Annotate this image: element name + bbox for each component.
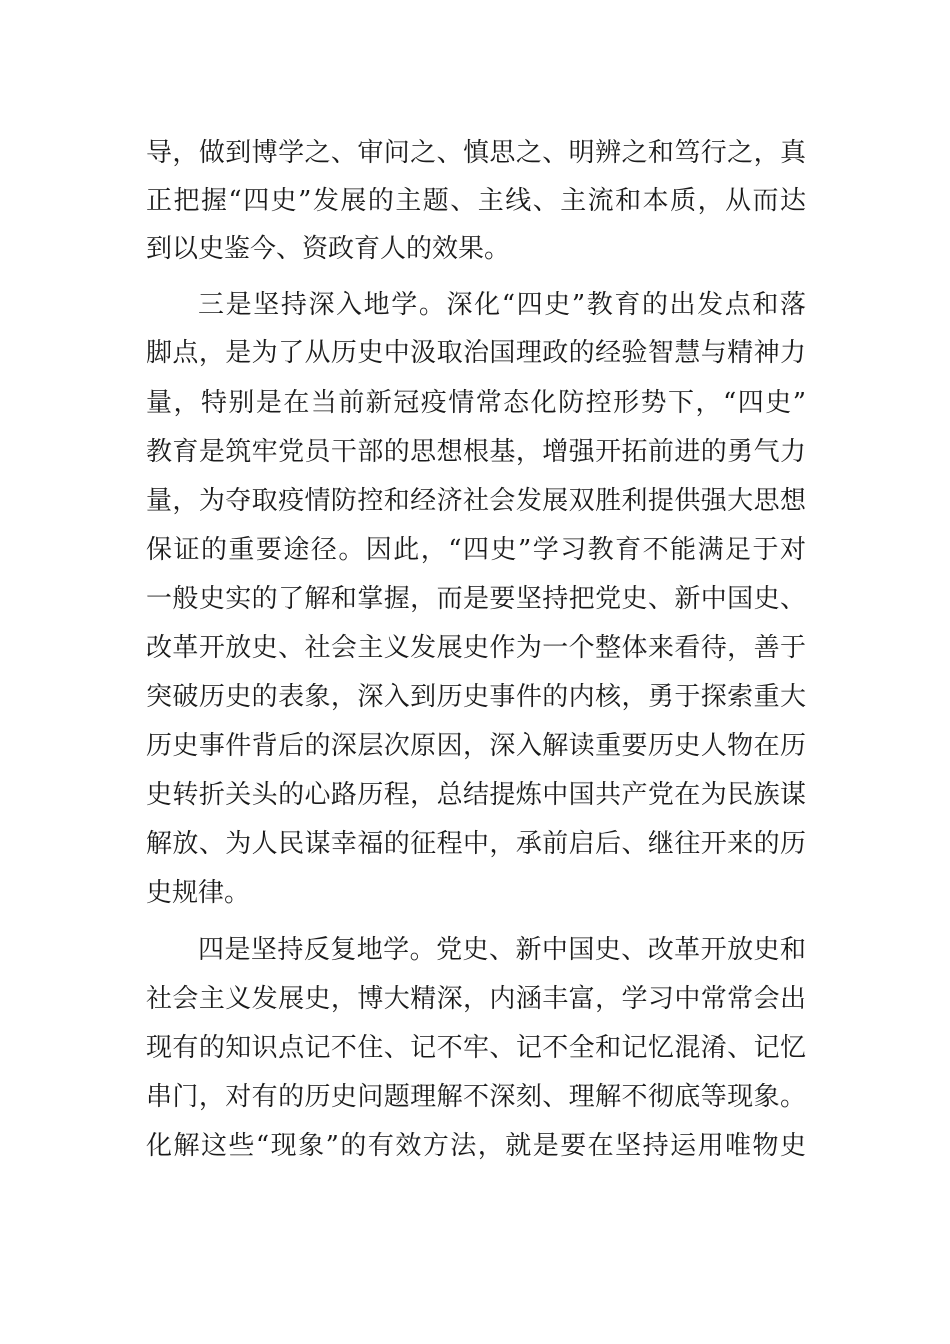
text-line: 一般史实的了解和掌握，而是要坚持把党史、新中国史、 <box>146 584 806 614</box>
text-line: 量，特别是在当前新冠疫情常态化防控形势下，“四史” <box>146 388 806 418</box>
text-line: 社会主义发展史，博大精深，内涵丰富，学习中常常会出 <box>146 984 806 1014</box>
text-line: 史转折关头的心路历程，总结提炼中国共产党在为民族谋 <box>146 780 806 810</box>
text-line: 解放、为人民谋幸福的征程中，承前启后、继往开来的历 <box>146 829 806 859</box>
text-line: 史规律。 <box>146 878 251 908</box>
text-line: 教育是筑牢党员干部的思想根基，增强开拓前进的勇气力 <box>146 437 806 467</box>
text-line: 导，做到博学之、审问之、慎思之、明辨之和笃行之，真 <box>146 138 806 168</box>
text-line: 突破历史的表象，深入到历史事件的内核，勇于探索重大 <box>146 682 806 712</box>
text-line: 量，为夺取疫情防控和经济社会发展双胜利提供强大思想 <box>146 486 806 516</box>
text-line: 脚点，是为了从历史中汲取治国理政的经验智慧与精神力 <box>146 338 806 368</box>
text-line: 保证的重要途径。因此，“四史”学习教育不能满足于对 <box>146 535 806 565</box>
text-line: 到以史鉴今、资政育人的效果。 <box>146 234 511 264</box>
text-line: 正把握“四史”发展的主题、主线、主流和本质，从而达 <box>146 186 806 216</box>
paragraph-first-line: 四是坚持反复地学。党史、新中国史、改革开放史和 <box>198 935 806 965</box>
text-line: 改革开放史、社会主义发展史作为一个整体来看待，善于 <box>146 633 806 663</box>
text-line: 历史事件背后的深层次原因，深入解读重要历史人物在历 <box>146 731 806 761</box>
text-line: 现有的知识点记不住、记不牢、记不全和记忆混淆、记忆 <box>146 1033 806 1063</box>
text-line: 串门，对有的历史问题理解不深刻、理解不彻底等现象。 <box>146 1082 806 1112</box>
paragraph-first-line: 三是坚持深入地学。深化“四史”教育的出发点和落 <box>198 290 806 320</box>
text-line: 化解这些“现象”的有效方法，就是要在坚持运用唯物史 <box>146 1131 806 1161</box>
